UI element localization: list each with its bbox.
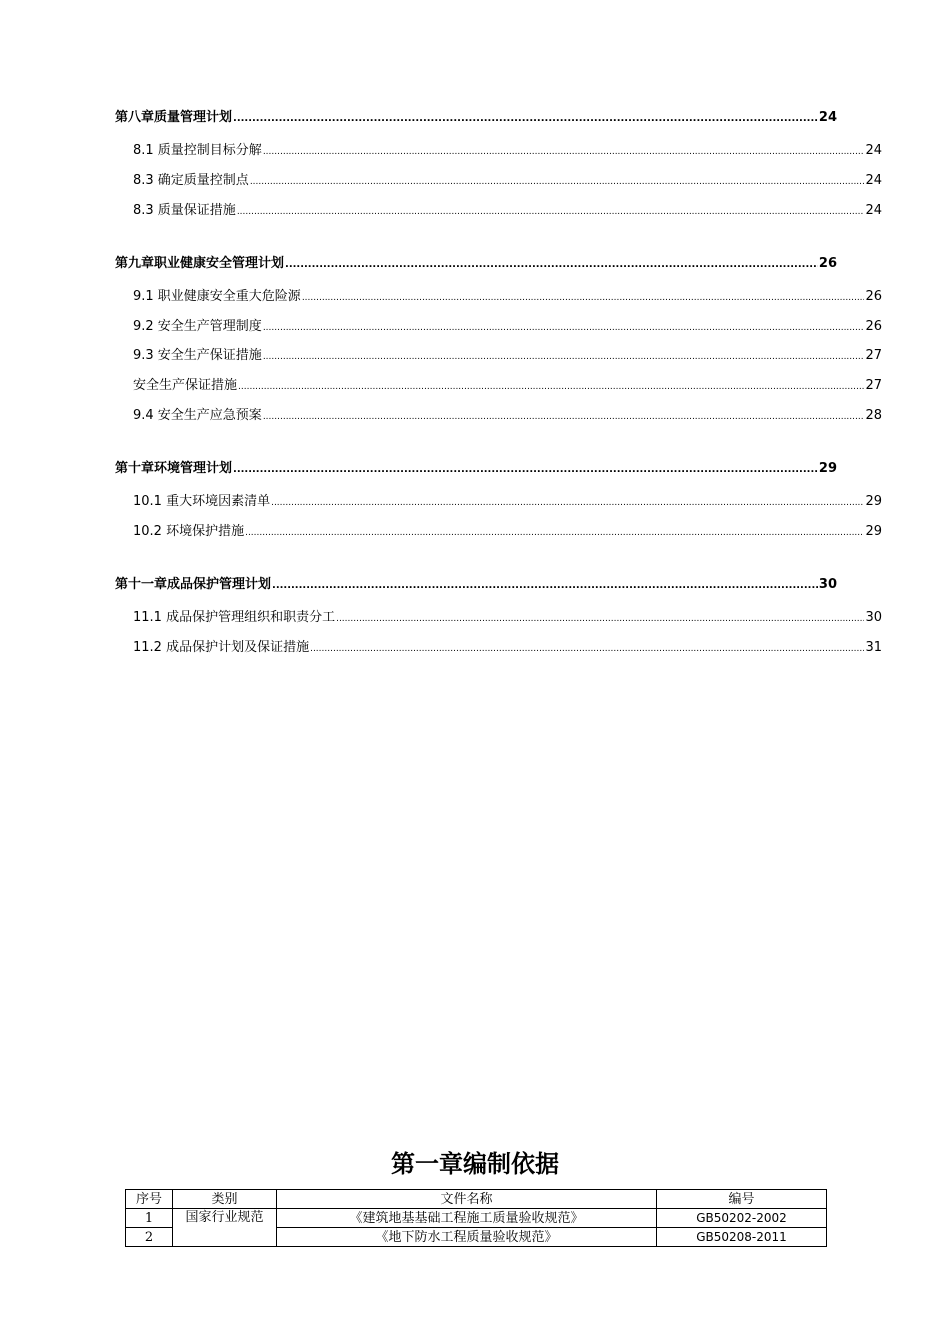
toc-entry-page: 30 xyxy=(818,577,837,592)
toc-entry-title: 9.2 安全生产管理制度 xyxy=(133,319,262,334)
toc-entry-11-1[interactable] xyxy=(133,606,882,625)
toc-leader-dots xyxy=(271,498,864,508)
header-category: 类别 xyxy=(173,1190,277,1209)
toc-leader-dots xyxy=(250,177,865,187)
toc-entry-title: 9.4 安全生产应急预案 xyxy=(133,408,262,423)
header-name: 文件名称 xyxy=(277,1190,657,1209)
toc-leader-dots xyxy=(302,293,865,303)
toc-leader-dots xyxy=(245,528,864,538)
toc-leader-dots xyxy=(263,147,865,157)
toc-entry-page: 24 xyxy=(818,110,837,125)
toc-leader-dots xyxy=(237,207,865,217)
toc-entry-page: 29 xyxy=(818,461,837,476)
toc-entry-title: 9.3 安全生产保证措施 xyxy=(133,348,262,363)
toc-entry-page: 28 xyxy=(865,408,882,423)
toc-entry-title: 第十章环境管理计划 xyxy=(115,461,233,476)
toc-entry-page: 29 xyxy=(865,524,882,539)
toc-entry-8-3[interactable] xyxy=(133,199,882,218)
toc-entry-page: 30 xyxy=(865,610,882,625)
toc-entry-9-3-sub[interactable] xyxy=(133,374,882,393)
toc-entry-title: 9.1 职业健康安全重大危险源 xyxy=(133,289,301,304)
toc-entry-page: 27 xyxy=(865,348,882,363)
toc-entry-page: 24 xyxy=(865,173,882,188)
toc-leader-dots xyxy=(233,464,818,475)
toc-entry-title: 10.2 环境保护措施 xyxy=(133,524,245,539)
table-header-row xyxy=(126,1190,827,1209)
toc-entry-9-2[interactable] xyxy=(133,315,882,334)
header-code: 编号 xyxy=(657,1190,827,1209)
cell-code: GB50208-2011 xyxy=(657,1228,827,1247)
toc-leader-dots xyxy=(263,352,865,362)
toc-entry-title: 11.2 成品保护计划及保证措施 xyxy=(133,640,310,655)
cell-code: GB50202-2002 xyxy=(657,1209,827,1228)
toc-entry-title: 第八章质量管理计划 xyxy=(115,110,233,125)
toc-entry-page: 24 xyxy=(865,203,882,218)
toc-leader-dots xyxy=(272,580,818,591)
toc-entry-title: 安全生产保证措施 xyxy=(133,378,238,393)
header-no: 序号 xyxy=(126,1190,173,1209)
toc-entry-page: 29 xyxy=(865,494,882,509)
toc-entry-title: 第十一章成品保护管理计划 xyxy=(115,577,272,592)
toc-entry-8-2[interactable] xyxy=(133,169,882,188)
cell-no: 1 xyxy=(126,1209,173,1228)
toc-entry-title: 第九章职业健康安全管理计划 xyxy=(115,256,285,271)
toc-entry-chapter-10[interactable] xyxy=(115,457,837,476)
toc-leader-dots xyxy=(263,412,865,422)
toc-entry-page: 27 xyxy=(865,378,882,393)
toc-leader-dots xyxy=(263,323,865,333)
toc-leader-dots xyxy=(238,382,864,392)
toc-entry-page: 26 xyxy=(865,289,882,304)
toc-entry-10-1[interactable] xyxy=(133,490,882,509)
toc-entry-chapter-9[interactable] xyxy=(115,252,837,271)
toc-entry-11-2[interactable] xyxy=(133,636,882,655)
toc-entry-8-1[interactable] xyxy=(133,139,882,158)
toc-entry-9-3[interactable] xyxy=(133,344,882,363)
toc-entry-chapter-8[interactable] xyxy=(115,106,837,125)
cell-category: 国家行业规范 xyxy=(173,1209,277,1247)
toc-entry-page: 31 xyxy=(865,640,882,655)
toc-entry-title: 10.1 重大环境因素清单 xyxy=(133,494,271,509)
toc-entry-title: 8.3 确定质量控制点 xyxy=(133,173,249,188)
chapter-heading: 第一章编制依据 xyxy=(391,1149,559,1178)
toc-entry-9-1[interactable] xyxy=(133,285,882,304)
toc-leader-dots xyxy=(310,644,864,654)
toc-leader-dots xyxy=(336,614,864,624)
toc-entry-10-2[interactable] xyxy=(133,520,882,539)
toc-entry-title: 11.1 成品保护管理组织和职责分工 xyxy=(133,610,336,625)
toc-leader-dots xyxy=(233,113,818,124)
toc-entry-9-4[interactable] xyxy=(133,404,882,423)
toc-entry-title: 8.1 质量控制目标分解 xyxy=(133,143,262,158)
toc-entry-page: 26 xyxy=(818,256,837,271)
toc-entry-page: 26 xyxy=(865,319,882,334)
toc-leader-dots xyxy=(285,259,818,270)
toc-entry-chapter-11[interactable] xyxy=(115,573,837,592)
cell-name: 《建筑地基基础工程施工质量验收规范》 xyxy=(277,1209,657,1228)
basis-table xyxy=(125,1189,827,1247)
toc-entry-title: 8.3 质量保证措施 xyxy=(133,203,236,218)
cell-name: 《地下防水工程质量验收规范》 xyxy=(277,1228,657,1247)
cell-no: 2 xyxy=(126,1228,173,1247)
table-row xyxy=(126,1209,827,1228)
toc-entry-page: 24 xyxy=(865,143,882,158)
